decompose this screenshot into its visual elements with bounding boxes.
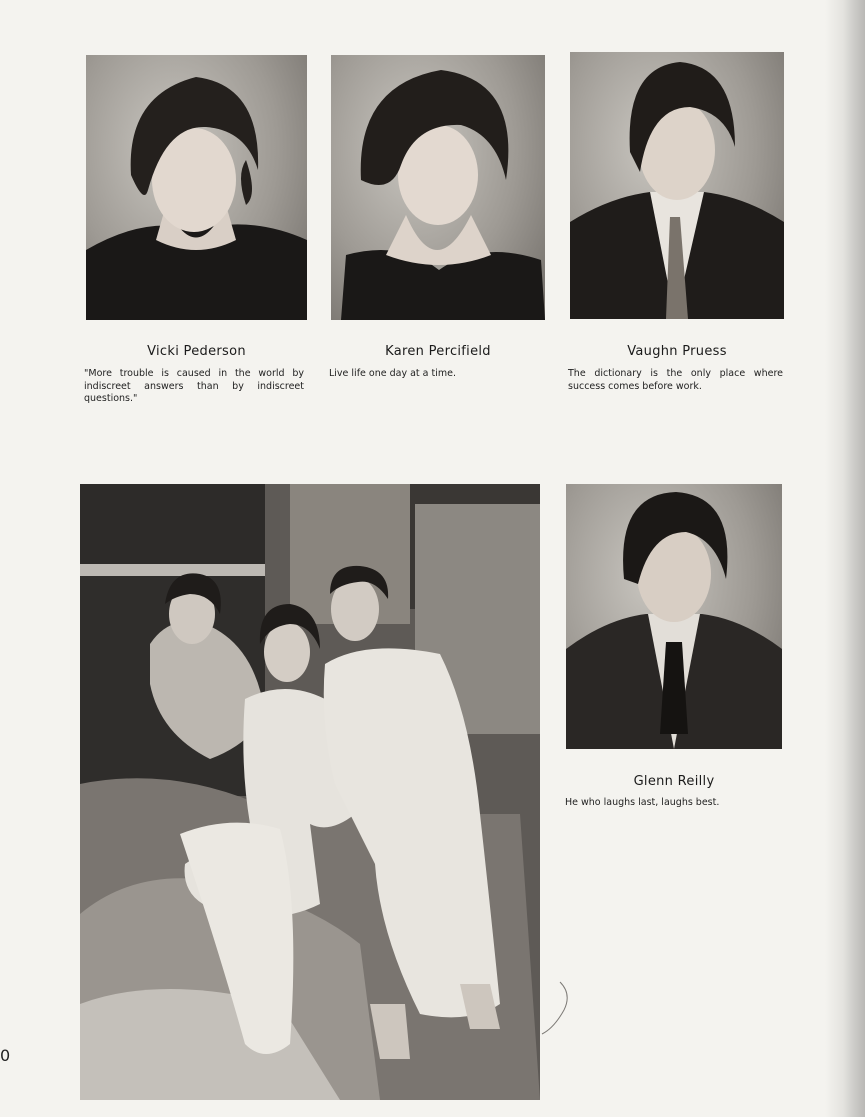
group-photo — [80, 484, 540, 1100]
portrait-vicki-pederson — [86, 55, 307, 320]
pen-mark — [536, 980, 576, 1040]
portrait-glenn-reilly — [566, 484, 782, 749]
page-number: 0 — [0, 1046, 11, 1065]
student-quote: "More trouble is caused in the world by indiscreet answers than by indiscreet questions." — [84, 368, 304, 404]
student-quote: He who laughs last, laughs best. — [565, 797, 720, 808]
student-name: Vaughn Pruess — [627, 344, 727, 359]
student-quote: Live life one day at a time. — [329, 368, 456, 379]
page-edge-shadow — [825, 0, 865, 1117]
student-quote: The dictionary is the only place where success comes before work. — [568, 368, 783, 392]
student-name: Karen Percifield — [385, 344, 491, 359]
portrait-karen-percifield — [331, 55, 545, 320]
student-name: Vicki Pederson — [147, 344, 246, 359]
portrait-vaughn-pruess — [570, 52, 784, 319]
student-name: Glenn Reilly — [633, 774, 715, 789]
